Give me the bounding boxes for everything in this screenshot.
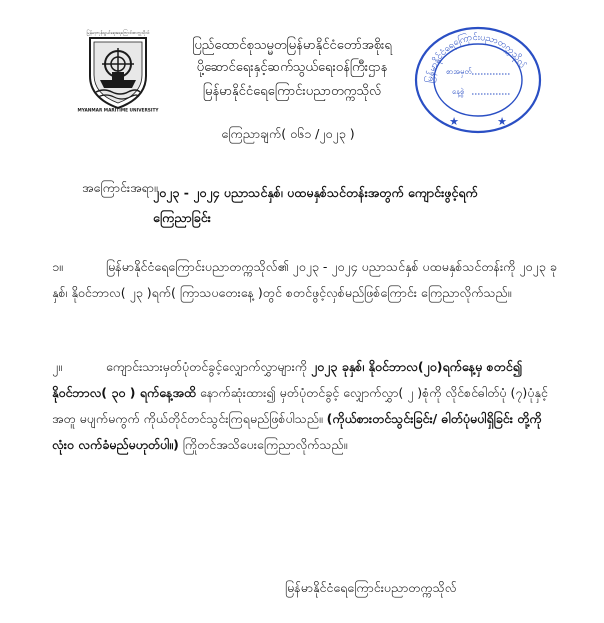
logo-top-text: မြန်မာ့ကုန်သွယ်ရေးရေကြောင်းတက္ကသိုလ် [86, 30, 150, 35]
stamp-star-icon: ★ [449, 115, 459, 128]
signature-university: မြန်မာနိုင်ငံရေကြောင်းပညာတက္ကသိုလ် [285, 580, 457, 595]
paragraph-2-text-a: ကျောင်းသားမှတ်ပုံတင်ခွင့်လျှောက်လွှာများကို [106, 359, 311, 374]
paragraph-2-warning: (ကိုယ်စားတင်သွင်းခြင်း/ ဓါတ်ပုံမပါရှိခြင်း တို့ကို လုံးဝ လက်ခံမည်မဟုတ်ပါ။) [52, 411, 542, 452]
stamp-star-icon: ★ [497, 115, 507, 128]
stamp-ring-text: မြန်မာနိုင်ငံရေကြောင်းပညာတက္ကသိုလ် [425, 32, 527, 84]
header-university: မြန်မာနိုင်ငံရေကြောင်းပညာတက္ကသိုလ် [202, 84, 382, 99]
paragraph-1-text: မြန်မာနိုင်ငံရေကြောင်းပညာတက္ကသိုလ်၏ ၂၀၂၃ - ၂၀၂၄ ပညာသင်နှစ် ပထမနှစ်သင်တန်းကို ၂၀၂၃ ခုနှစ်၊ နိုဝင်ဘာလ( ၂၃ )ရက်( ကြာသပတေးနေ့ )တွင် စတင်ဖွင့်လှစ်မည်ဖြစ်ကြောင်း ကြေညာလိုက်သည်။ [52, 259, 557, 300]
paragraph-2-dates: ၂၀၂၃ ခုနှစ်၊ နိုဝင်ဘာလ(၂၀)ရက်နေ့မှ စတင်၍ နိုဝင်ဘာလ( ၃၀ ) ရက်နေ့အထိ [52, 359, 523, 400]
paragraph-1-number: ၁။ [52, 259, 63, 274]
announcement-reference: ကြေညာချက်( ၀၆၁ /၂၀၂၃ ) [221, 126, 355, 141]
paragraph-2-text-c: ကြိုတင်အသိပေးကြေညာလိုက်သည်။ [178, 437, 348, 452]
logo-bottom-text: MYANMAR MARITIME UNIVERSITY [77, 108, 159, 114]
paragraph-1 [52, 254, 557, 306]
stamp-field-number: စာအမှတ် [446, 67, 472, 76]
paragraph-2-number: ၂။ [52, 359, 62, 374]
subject-line-1: ၂၀၂၃ - ၂၀၂၄ ပညာသင်နှစ်၊ ပထမနှစ်သင်တန်းအတွက် ကျောင်းဖွင့်ရက် [153, 185, 478, 200]
subject-text [153, 180, 553, 230]
official-stamp [412, 24, 544, 136]
header-government: ပြည်ထောင်စုသမ္မတမြန်မာနိုင်ငံတော်အစိုးရ [192, 38, 392, 53]
subject-line-2: ကြေညာခြင်း [153, 210, 211, 225]
subject-label: အကြောင်းအရာ။ [82, 180, 158, 195]
header-ministry: ပို့ဆောင်ရေးနှင့်ဆက်သွယ်ရေးဝန်ကြီးဌာန [196, 60, 388, 75]
stamp-field-date: နေ့စွဲ [452, 87, 465, 96]
paragraph-2 [52, 354, 557, 458]
paragraph-2-text-b: နောက်ဆုံးထား၍ မှတ်ပုံတင်ခွင့် လျှောက်လွှာ( ၂ )စုံကို လိုင်စင်ဓါတ်ပုံ (၇)ပုံနှင့်အတူ မပျက်မကွက် ကိုယ်တိုင်တင်သွင်းကြရမည်ဖြစ်ပါသည်။ [52, 385, 548, 426]
